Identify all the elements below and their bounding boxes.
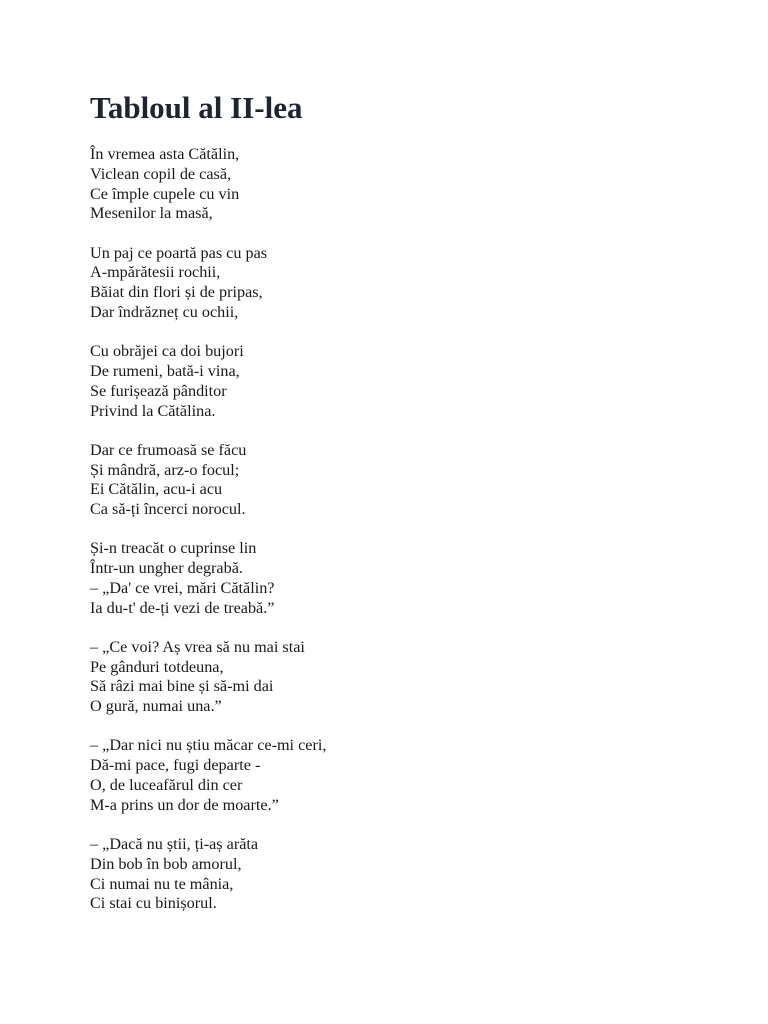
verse-line: De rumeni, bată-i vina,	[90, 361, 240, 380]
verse-line: Ci numai nu te mânia,	[90, 874, 234, 893]
verse-line: Ce împle cupele cu vin	[90, 184, 240, 203]
verse-line: Ci stai cu binișorul.	[90, 894, 217, 913]
verse-line: Din bob în bob amorul,	[90, 854, 242, 873]
verse-line: Pe gânduri totdeuna,	[90, 657, 224, 676]
verse-line: O, de luceafărul din cer	[90, 776, 243, 795]
stanza-1	[90, 145, 710, 224]
verse-line: – „Dacă nu știi, ți-aș arăta	[90, 835, 259, 854]
stanza-6	[90, 638, 710, 717]
stanza-5	[90, 539, 710, 618]
verse-line: – „Ce voi? Aș vrea să nu mai stai	[90, 637, 305, 656]
document-page	[90, 88, 710, 934]
verse-line: Cu obrăjei ca doi bujori	[90, 342, 244, 361]
verse-line: – „Da' ce vrei, mări Cătălin?	[90, 578, 275, 597]
verse-line: M-a prins un dor de moarte.”	[90, 795, 279, 814]
page-title: Tabloul al II-lea	[90, 90, 303, 125]
stanza-8	[90, 835, 710, 914]
verse-line: Băiat din flori și de pripas,	[90, 283, 263, 302]
stanza-3	[90, 342, 710, 421]
verse-line: Mesenilor la masă,	[90, 204, 213, 223]
verse-line: A-mpărătesii rochii,	[90, 263, 221, 282]
verse-line: Să râzi mai bine și să-mi dai	[90, 677, 274, 696]
stanza-7	[90, 736, 710, 815]
verse-line: Dar îndrăzneț cu ochii,	[90, 302, 239, 321]
verse-line: Și mândră, arz-o focul;	[90, 460, 240, 479]
verse-line: Privind la Cătălina.	[90, 401, 216, 420]
verse-line: Viclean copil de casă,	[90, 164, 232, 183]
verse-line: Dar ce frumoasă se făcu	[90, 440, 247, 459]
verse-line: În vremea asta Cătălin,	[90, 145, 240, 163]
verse-line: Ia du-t' de-ți vezi de treabă.”	[90, 598, 275, 617]
stanza-4	[90, 441, 710, 520]
verse-line: Un paj ce poartă pas cu pas	[90, 243, 268, 262]
stanza-2	[90, 244, 710, 323]
verse-line: O gură, numai una.”	[90, 697, 222, 716]
verse-line: Se furișează pânditor	[90, 381, 227, 400]
verse-line: Și-n treacăt o cuprinse lin	[90, 539, 257, 558]
verse-line: Dă-mi pace, fugi departe -	[90, 756, 261, 775]
verse-line: Ca să-ți încerci norocul.	[90, 500, 246, 519]
verse-line: Ei Cătălin, acu-i acu	[90, 480, 223, 499]
verse-line: Într-un ungher degrabă.	[90, 559, 243, 578]
verse-line: – „Dar nici nu știu măcar ce-mi ceri,	[90, 736, 327, 755]
